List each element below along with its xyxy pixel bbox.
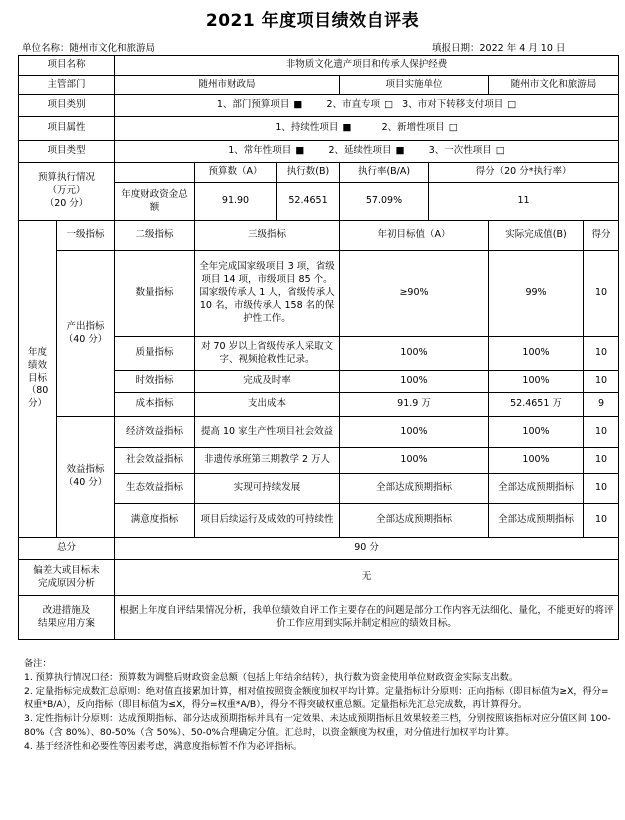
row-level3: 支出成本	[195, 393, 340, 417]
attribute-label: 项目属性	[19, 117, 115, 141]
type-mark2: ■	[395, 145, 405, 157]
improve-value: 根据上年度自评结果情况分析，我单位绩效自评工作主要存在的问题是部分工作内容无法细化、量化，不能更好的将评价工作应用到实际并制定相应的绩效目标。	[115, 596, 619, 640]
row-target: 全部达成预期指标	[340, 504, 489, 538]
row-level2: 社会效益指标	[115, 448, 195, 474]
improve-label	[19, 596, 115, 640]
row-target: 91.9 万	[340, 393, 489, 417]
budget-label-line3: （20 分）	[44, 197, 89, 209]
note-3: 3. 定性指标计分原则：达成预期指标、部分达成预期指标并具有一定效果、未达成预期指标且效果较差三档，分别按照该指标对应分值区间 100-80%（含 80%）、80-50%（含 50%）、50-0%合理确定分值。汇总时，以资金额度为权重，对分值进行加权平均计算。	[24, 713, 611, 738]
row-actual: 全部达成预期指标	[489, 504, 584, 538]
row-type	[19, 141, 619, 163]
row-department	[19, 76, 619, 95]
type-opt3: 3、一次性项目	[428, 145, 492, 157]
row-level2: 满意度指标	[115, 504, 195, 538]
row-score: 10	[584, 371, 619, 393]
deviation-label-line1: 偏差大或目标未	[33, 564, 100, 576]
type-opt2: 2、延续性项目	[328, 145, 392, 157]
category-mark1: ■	[293, 99, 303, 111]
perf-side-label	[19, 221, 57, 538]
row-level2: 经济效益指标	[115, 417, 195, 448]
exec-header: 执行数(B)	[277, 163, 340, 183]
row-level3: 实现可持续发展	[195, 474, 340, 504]
row-improve	[19, 596, 619, 640]
note-1: 1. 预算执行情况口径：预算数为调整后财政资金总额（包括上年结余结转），执行数为资金使用单位财政资金实际支出数。	[24, 671, 519, 683]
notes-header: 备注：	[24, 658, 52, 669]
dept-label: 主管部门	[19, 76, 115, 95]
budget-label-line2: （万元）	[47, 185, 86, 197]
h-actual: 实际完成值(B)	[489, 221, 584, 251]
row-actual: 100%	[489, 448, 584, 474]
exec-value: 52.4651	[277, 183, 340, 221]
perf-side-line5: 分）	[27, 398, 47, 410]
perf-side-line3: 目标	[27, 372, 47, 384]
attribute-opt2: 2、新增性项目	[381, 122, 445, 134]
deviation-label-line2: 完成原因分析	[38, 577, 96, 589]
total-label: 总分	[19, 538, 115, 560]
row-level3: 完成及时率	[195, 371, 340, 393]
row-project-name	[19, 56, 619, 76]
row-level2: 时效指标	[115, 371, 195, 393]
note-4: 4. 基于经济性和必要性等因素考虑，满意度指标暂不作为必评指标。	[24, 740, 303, 752]
budget-value: 91.90	[195, 183, 277, 221]
row-budget-header	[19, 163, 619, 183]
budget-label-line1: 预算执行情况	[38, 172, 96, 184]
unit-name: 单位名称：随州市文化和旅游局	[22, 43, 156, 54]
h-level2: 二级指标	[115, 221, 195, 251]
row-target: 100%	[340, 417, 489, 448]
row-actual: 99%	[489, 251, 584, 337]
row-level2: 质量指标	[115, 337, 195, 371]
row-target: 100%	[340, 448, 489, 474]
output-label	[57, 251, 115, 417]
row-score: 10	[584, 448, 619, 474]
attribute-options	[115, 117, 619, 141]
category-mark3: □	[507, 99, 517, 111]
effect-label-line1: 效益指标	[66, 464, 105, 476]
fund-label: 年度财政资金总额	[115, 183, 195, 221]
improve-label-line2: 结果应用方案	[38, 617, 96, 629]
evaluation-table	[18, 55, 619, 640]
row-level3: 对 70 岁以上省级传承人采取文字、视频抢救性记录。	[195, 337, 340, 371]
budget-header: 预算数（A）	[195, 163, 277, 183]
effect-label-line2: （40 分）	[63, 477, 108, 488]
fill-date: 填报日期：2022 年 4 月 10 日	[432, 43, 566, 54]
row-category	[19, 95, 619, 117]
type-label: 项目类型	[19, 141, 115, 163]
row-level3: 提高 10 家生产性项目社会效益	[195, 417, 340, 448]
row-level2: 数量指标	[115, 251, 195, 337]
h-level1: 一级指标	[57, 221, 115, 251]
rate-header: 执行率(B/A)	[340, 163, 429, 183]
row-score: 10	[584, 417, 619, 448]
row-actual: 100%	[489, 337, 584, 371]
type-options	[115, 141, 619, 163]
category-options	[115, 95, 619, 117]
row-attribute	[19, 117, 619, 141]
dept-value: 随州市财政局	[115, 76, 340, 95]
row-actual: 52.4651 万	[489, 393, 584, 417]
output-label-line2: （40 分）	[63, 333, 108, 345]
output-label-line1: 产出指标	[66, 320, 105, 332]
budget-score-value: 11	[429, 183, 619, 221]
type-opt1: 1、常年性项目	[228, 145, 292, 157]
budget-score-header: 得分（20 分*执行率）	[429, 163, 619, 183]
perf-side-line4: （80	[26, 385, 49, 397]
project-name-value: 非物质文化遗产项目和传承人保护经费	[115, 56, 619, 76]
impl-unit-label: 项目实施单位	[340, 76, 489, 95]
category-opt1: 1、部门预算项目	[216, 99, 290, 111]
row-target: 100%	[340, 371, 489, 393]
category-opt3: 3、市对下转移支付项目	[402, 99, 504, 111]
improve-label-line1: 改进措施及	[42, 604, 91, 616]
row-level2: 成本指标	[115, 393, 195, 417]
attribute-mark2: □	[448, 122, 458, 134]
attribute-opt1: 1、持续性项目	[275, 122, 339, 134]
row-level3: 全年完成国家级项目 3 项，省级项目 14 项，市级项目 85 个。国家级传承人 1 人，省级传承人 10 名，市级传承人 158 名的保护性工作。	[195, 251, 340, 337]
row-target: 100%	[340, 337, 489, 371]
total-value: 90 分	[115, 538, 619, 560]
page-title: 2021 年度项目绩效自评表	[205, 11, 420, 31]
row-deviation	[19, 560, 619, 596]
row-score: 10	[584, 337, 619, 371]
category-label: 项目类别	[19, 95, 115, 117]
row-total	[19, 538, 619, 560]
perf-side-line1: 年度	[27, 346, 47, 358]
impl-unit-value: 随州市文化和旅游局	[489, 76, 619, 95]
deviation-value: 无	[115, 560, 619, 596]
row-score: 10	[584, 504, 619, 538]
row-score: 9	[584, 393, 619, 417]
row-perf-header	[19, 221, 619, 251]
row-level2: 生态效益指标	[115, 474, 195, 504]
row-actual: 全部达成预期指标	[489, 474, 584, 504]
row-level3: 项目后续运行及成效的可持续性	[195, 504, 340, 538]
row-score: 10	[584, 251, 619, 337]
type-mark1: ■	[295, 145, 305, 157]
rate-value: 57.09%	[340, 183, 429, 221]
project-name-label: 项目名称	[19, 56, 115, 76]
perf-side-line2: 绩效	[27, 359, 47, 371]
row-score: 10	[584, 474, 619, 504]
table-row	[19, 251, 619, 337]
notes-section	[24, 657, 614, 754]
table-row	[19, 417, 619, 448]
row-level3: 非遗传承班第三期教学 2 万人	[195, 448, 340, 474]
h-level3: 三级指标	[195, 221, 340, 251]
type-mark3: □	[495, 145, 505, 157]
attribute-mark1: ■	[342, 122, 352, 134]
budget-section-label	[19, 163, 115, 221]
row-target: ≥90%	[340, 251, 489, 337]
h-score: 得分	[584, 221, 619, 251]
deviation-label	[19, 560, 115, 596]
category-mark2: □	[384, 99, 394, 111]
h-target: 年初目标值（A）	[340, 221, 489, 251]
note-2: 2. 定量指标完成数汇总原则：绝对值直接累加计算，相对值按照资金额度加权平均计算。定量指标计分原则：正向指标（即目标值为≥X，得分=权重*B/A），反向指标（即目标值为≤X，得分=权重*A/B），得分不得突破权重总额。定量指标先汇总完成数，再计算得分。	[24, 685, 609, 711]
row-target: 全部达成预期指标	[340, 474, 489, 504]
row-actual: 100%	[489, 371, 584, 393]
row-actual: 100%	[489, 417, 584, 448]
effect-label	[57, 417, 115, 538]
category-opt2: 2、市直专项	[326, 99, 381, 111]
